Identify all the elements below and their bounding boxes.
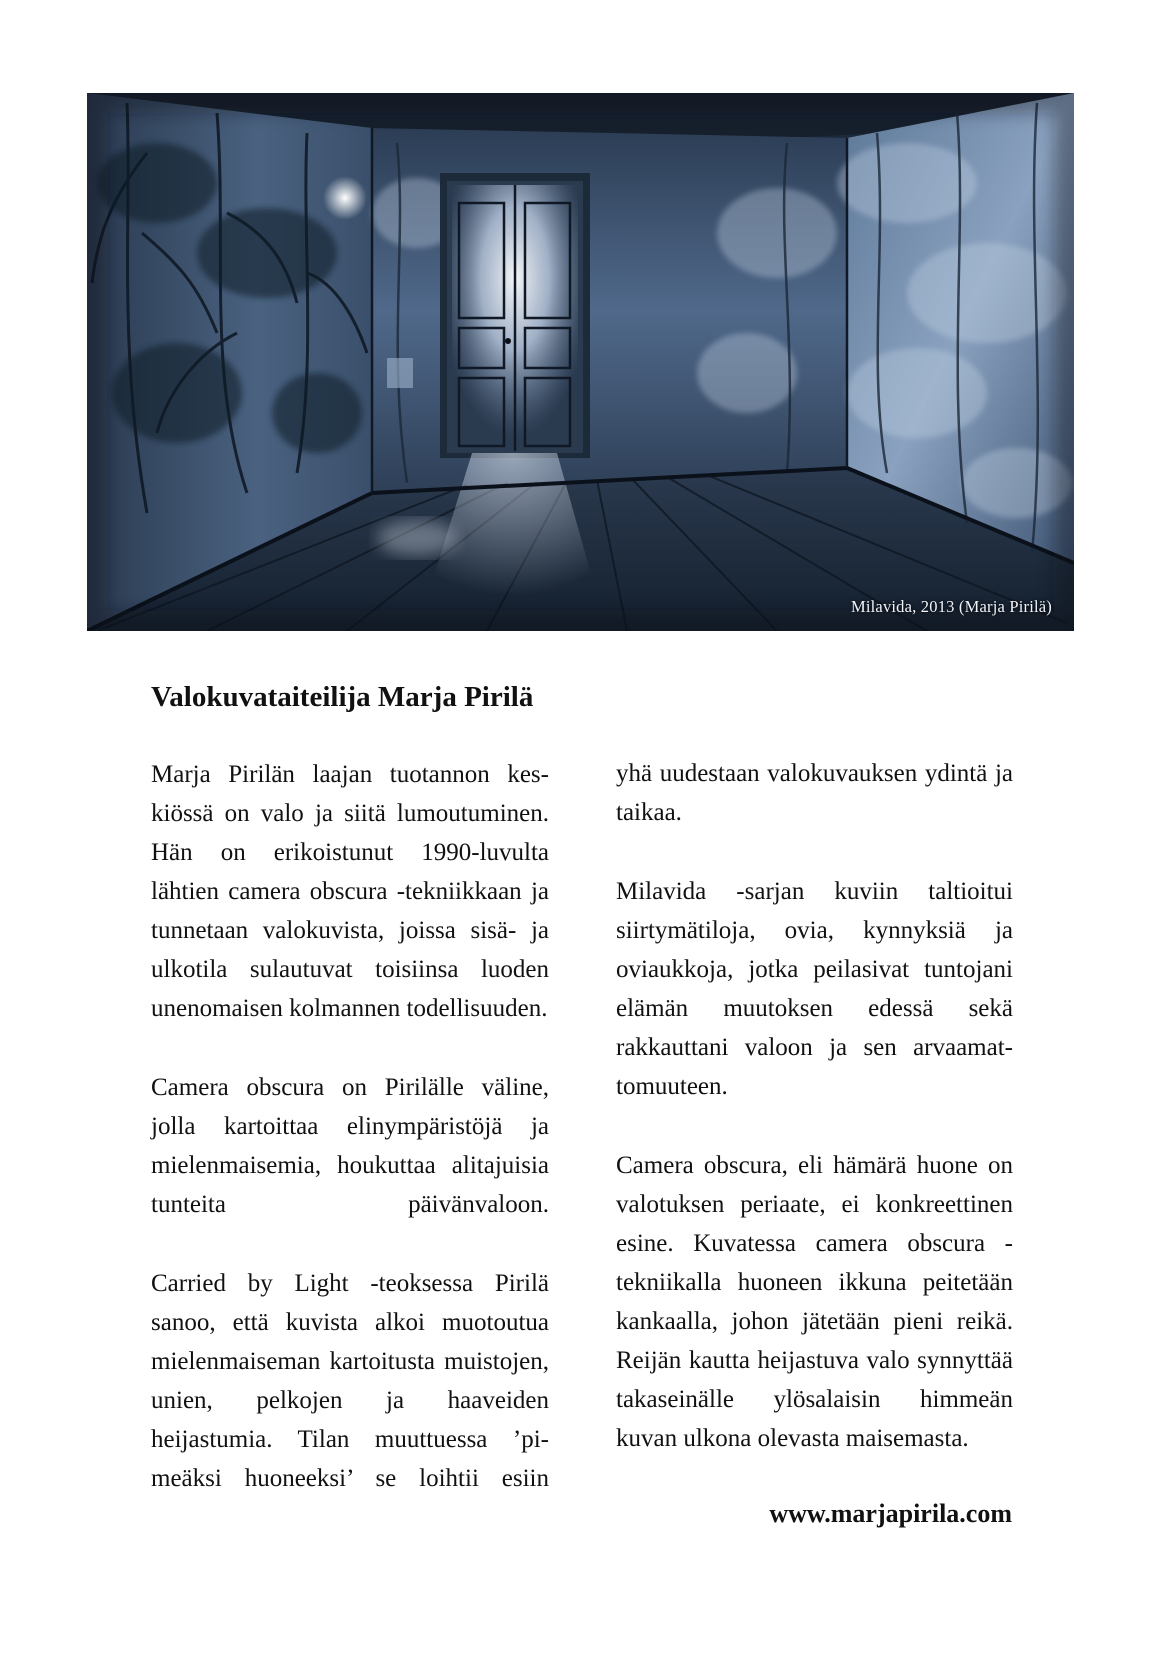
- paragraph: Camera obscura, eli hämärä huone on valotuksen periaate, ei konkreettinen esine. Kuvatessa camera obscura -tekniikalla huoneen ikkuna peitetään kankaalla, johon jätetään pieni reikä. Reijän kautta heijastuva valo synnyttää takaseinälle ylösalaisin himmeän kuvan ulkona olevasta maisemasta.: [616, 1152, 1013, 1452]
- paragraph: Carried by Light -teoksessa Pirilä sanoo, että kuvista alkoi muotoutua mielenmaiseman kartoitusta muistojen, unien, pelkojen ja haaveiden heijastumia. Tilan muuttuessa ’pimeäksi huoneeksi’ se loihtii esiin: [151, 1270, 549, 1492]
- paragraph: yhä uudestaan valokuvauksen ydintä ja taikaa.: [616, 760, 1013, 826]
- paragraph: Camera obscura on Pirilälle väline, jolla kartoittaa elinympäristöjä ja mielenmaisemia, houkuttaa alitajuisia tunteita päivänvaloon.: [151, 1074, 549, 1218]
- right-column: [616, 754, 1013, 1458]
- article-heading: Valokuvataiteilija Marja Pirilä: [151, 681, 534, 713]
- website-url: www.marjapirila.com: [769, 1499, 1012, 1528]
- paragraph: Marja Pirilän laajan tuotannon keskiössä on valo ja siitä lumoutuminen. Hän on erikoistunut 1990-luvulta lähtien camera obscura -tekniikkaan ja tunnetaan valokuvista, joissa sisä- ja ulkotila sulautuvat toisiinsa luoden unenomaisen kolmannen todellisuuden.: [151, 761, 549, 1022]
- hero-photo: [87, 93, 1074, 631]
- room-with-door-illustration: [87, 93, 1074, 631]
- paragraph: Milavida -sarjan kuviin taltioitui siirtymätiloja, ovia, kynnyksiä ja oviaukkoja, jotka peilasivat tuntojani elämän muutoksen edessä sekä rakkauttani valoon ja sen arvaamattomuuteen.: [616, 878, 1013, 1100]
- photo-caption: Milavida, 2013 (Marja Pirilä): [850, 597, 1052, 616]
- left-column: [151, 755, 549, 1498]
